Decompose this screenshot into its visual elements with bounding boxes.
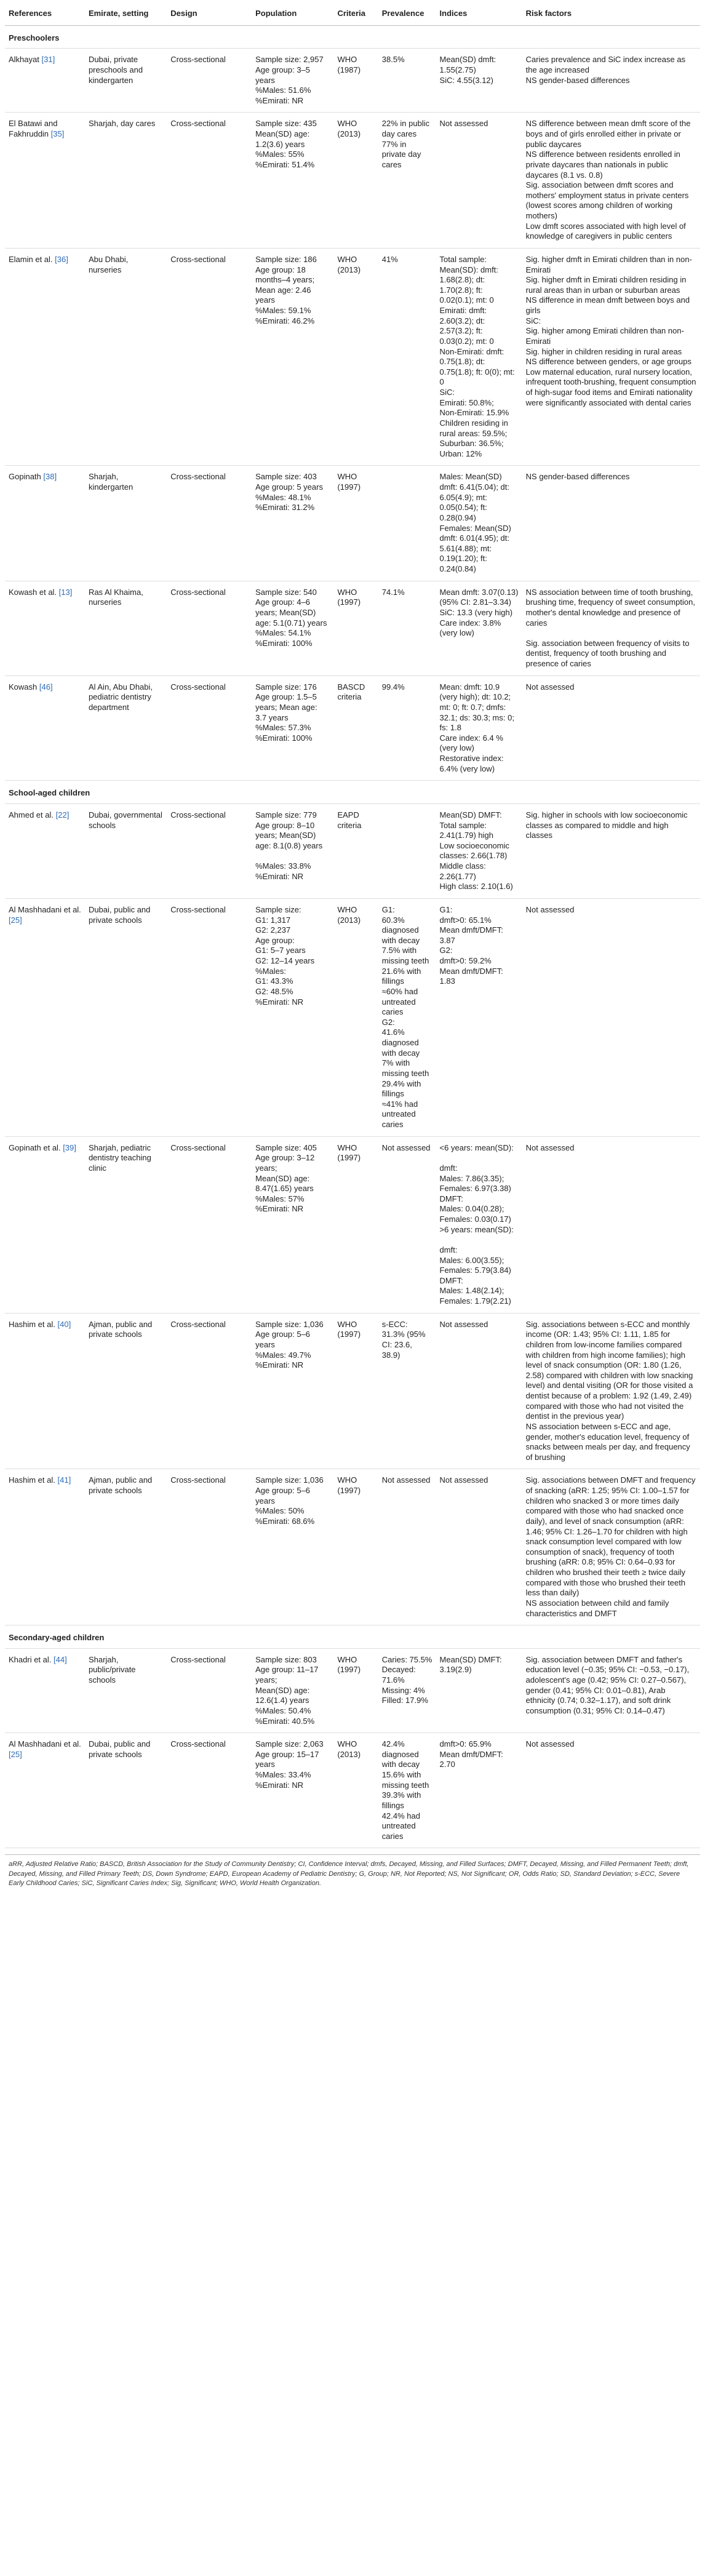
cell-risk-factors: Sig. higher dmft in Emirati children than in non-Emirati Sig. higher dmft in Emirati children residing in rural areas than in urban or suburban areas NS difference in mean dmft between boys and girls SiC: Sig. higher among Emirati children than non-Emirati Sig. higher in children residing in rural areas NS difference between genders, or age groups Low maternal education, rural nursery location, infrequent tooth-brushing, frequent consumption of high-sugar food items and Emirati nationality were significantly associated with dental caries [522,248,700,466]
cell-population: Sample size: 2,063 Age group: 15–17 years %Males: 33.4% %Emirati: NR [252,1733,333,1848]
section-row [5,1625,700,1649]
cell-emirate: Sharjah, public/private schools [85,1648,167,1733]
reference-name: Al Mashhadani et al. [9,904,81,914]
reference-citation-link[interactable]: [25] [9,915,22,925]
cell-criteria: WHO (2013) [333,1733,378,1848]
cell-reference [5,1469,85,1625]
cell-criteria: BASCD criteria [333,676,378,781]
cell-risk-factors: Not assessed [522,1136,700,1313]
cell-prevalence [378,804,436,898]
table-header-row [5,4,700,25]
cell-population: Sample size: 803 Age group: 11–17 years; Mean(SD) age: 12.6(1.4) years %Males: 50.4% %Emirati: 40.5% [252,1648,333,1733]
cell-reference [5,113,85,249]
cell-emirate: Ajman, public and private schools [85,1313,167,1469]
cell-criteria: WHO (2013) [333,113,378,249]
reference-citation-link[interactable]: [40] [57,1319,71,1329]
cell-risk-factors: Sig. association between DMFT and father's education level (−0.35; 95% CI: −0.53, −0.17), adolescent's age (0.42; 95% CI: 0.27–0.567), gender (0.41; 95% CI: 0.01–0.81), Arab ethnicity (0.74; 0.32–1.17), and soft drink consumption (0.31; 95% CI: 0.14–0.47) [522,1648,700,1733]
cell-design: Cross-sectional [167,1648,252,1733]
cell-reference [5,1648,85,1733]
table-row [5,1313,700,1469]
cell-reference [5,898,85,1136]
cell-criteria: EAPD criteria [333,804,378,898]
reference-citation-link[interactable]: [25] [9,1749,22,1759]
reference-name: Kowash et al. [9,587,57,597]
cell-prevalence: Not assessed [378,1469,436,1625]
cell-reference [5,676,85,781]
cell-risk-factors: Caries prevalence and SiC index increase as the age increased NS gender-based differences [522,49,700,113]
cell-population: Sample size: 2,957 Age group: 3–5 years %Males: 51.6% %Emirati: NR [252,49,333,113]
caries-studies-table [5,4,700,1848]
cell-population: Sample size: 1,036 Age group: 5–6 years %Males: 50% %Emirati: 68.6% [252,1469,333,1625]
cell-prevalence: 99.4% [378,676,436,781]
table-row [5,1733,700,1848]
table-row [5,804,700,898]
cell-indices: Mean(SD) DMFT: Total sample: 2.41(1.79) high Low socioeconomic classes: 2.66(1.78) Middle class: 2.26(1.77) High class: 2.10(1.6) [436,804,522,898]
reference-citation-link[interactable]: [38] [43,472,57,482]
table-row [5,1136,700,1313]
cell-emirate: Abu Dhabi, nurseries [85,248,167,466]
cell-criteria: WHO (2013) [333,898,378,1136]
cell-population: Sample size: 405 Age group: 3–12 years; Mean(SD) age: 8.47(1.65) years %Males: 57% %Emirati: NR [252,1136,333,1313]
cell-reference [5,1313,85,1469]
cell-prevalence: 22% in public day cares 77% in private day cares [378,113,436,249]
cell-risk-factors: Not assessed [522,898,700,1136]
cell-criteria: WHO (1997) [333,1313,378,1469]
cell-indices: dmft>0: 65.9% Mean dmft/DMFT: 2.70 [436,1733,522,1848]
reference-name: Khadri et al. [9,1654,52,1664]
table-row [5,581,700,676]
cell-criteria: WHO (1997) [333,1648,378,1733]
reference-citation-link[interactable]: [46] [39,682,53,692]
cell-prevalence: 38.5% [378,49,436,113]
cell-emirate: Al Ain, Abu Dhabi, pediatric dentistry department [85,676,167,781]
cell-design: Cross-sectional [167,1733,252,1848]
cell-prevalence: Not assessed [378,1136,436,1313]
cell-criteria: WHO (2013) [333,248,378,466]
cell-emirate: Dubai, governmental schools [85,804,167,898]
table-row [5,113,700,249]
section-row [5,781,700,804]
cell-design: Cross-sectional [167,1136,252,1313]
cell-population: Sample size: 435 Mean(SD) age: 1.2(3.6) years %Males: 55% %Emirati: 51.4% [252,113,333,249]
reference-name: Gopinath et al. [9,1142,61,1152]
cell-design: Cross-sectional [167,466,252,581]
cell-indices: Not assessed [436,1313,522,1469]
header-references: References [5,4,85,25]
cell-indices: Mean(SD) DMFT: 3.19(2.9) [436,1648,522,1733]
header-emirate: Emirate, setting [85,4,167,25]
cell-prevalence: 74.1% [378,581,436,676]
cell-reference [5,804,85,898]
cell-design: Cross-sectional [167,804,252,898]
reference-name: Ahmed et al. [9,810,54,819]
cell-design: Cross-sectional [167,581,252,676]
table-row [5,248,700,466]
header-design: Design [167,4,252,25]
cell-emirate: Sharjah, pediatric dentistry teaching clinic [85,1136,167,1313]
table-row [5,49,700,113]
cell-criteria: WHO (1987) [333,49,378,113]
cell-emirate: Dubai, private preschools and kindergarten [85,49,167,113]
reference-name: Elamin et al. [9,254,53,264]
cell-risk-factors: Sig. associations between s-ECC and monthly income (OR: 1.43; 95% CI: 1.11, 1.85 for children from low-income families compared with children from high income families); high level of snack consumption (OR: 1.80 (1.26, 2.58) compared with children with low snacking level) and dental visiting (OR for those visited a dentist because of a problem: 1.92 (1.49, 2.49) compared with those who had not visited the dentist in the previous year) NS association between s-ECC and age, gender, mother's education level, frequency of snacks between meals per day, and frequency of brushing [522,1313,700,1469]
cell-criteria: WHO (1997) [333,581,378,676]
cell-prevalence: G1: 60.3% diagnosed with decay 7.5% with missing teeth 21.6% with fillings ≈60% had untreated caries G2: 41.6% diagnosed with decay 7% with missing teeth 29.4% with fillings ≈41% had untreated caries [378,898,436,1136]
cell-indices: Mean(SD) dmft: 1.55(2.75) SiC: 4.55(3.12) [436,49,522,113]
cell-prevalence: s-ECC: 31.3% (95% CI: 23.6, 38.9) [378,1313,436,1469]
cell-indices: Not assessed [436,113,522,249]
table-footnote: aRR, Adjusted Relative Ratio; BASCD, British Association for the Study of Community Dentistry; CI, Confidence Interval; dmfs, Decayed, Missing, and Filled Surfaces; DMFT, Decayed, Missing, and Filled Permanent Teeth; dmft, Decayed, Missing, and Filled Primary Teeth; DS, Down Syndrome; EAPD, European Academy of Pediatric Dentistry; G, Group; NR, Not Reported; NS, Not Significant; OR, Odds Ratio; SD, Standard Deviation; s-ECC, Severe Early Childhood Caries; SiC, Significant Caries Index; Sig, Significant; WHO, World Health Organization. [5,1854,700,1888]
cell-indices: Males: Mean(SD) dmft: 6.41(5.04); dt: 6.05(4.9); mt: 0.05(0.54); ft: 0.28(0.94) Females: Mean(SD) dmft: 6.01(4.95); dt: 5.61(4.88); mt: 0.19(1.20); ft: 0.24(0.84) [436,466,522,581]
reference-citation-link[interactable]: [35] [50,129,65,138]
cell-design: Cross-sectional [167,248,252,466]
cell-population: Sample size: 403 Age group: 5 years %Males: 48.1% %Emirati: 31.2% [252,466,333,581]
cell-design: Cross-sectional [167,1469,252,1625]
cell-risk-factors: Sig. associations between DMFT and frequency of snacking (aRR: 1.25; 95% CI: 1.00–1.57 for children who snacked 3 or more times daily compared with those who had snacked once daily), and level of snack consumption (aRR: 1.46; 95% CI: 1.26–1.70 for children with high snack consumption level compared with low consumption of snack), frequency of tooth brushing (aRR: 0.8; 95% CI: 0.64–0.93 for children who brushed their teeth ≥ twice daily compared with those who brushed their teeth less than daily) NS association between child and family characteristics and DMFT [522,1469,700,1625]
reference-name: Gopinath [9,472,41,482]
cell-reference [5,1136,85,1313]
cell-reference [5,581,85,676]
reference-name: Hashim et al. [9,1475,55,1485]
cell-population: Sample size: G1: 1,317 G2: 2,237 Age group: G1: 5–7 years G2: 12–14 years %Males: G1: 43.3% G2: 48.5% %Emirati: NR [252,898,333,1136]
cell-design: Cross-sectional [167,898,252,1136]
cell-reference [5,1733,85,1848]
cell-risk-factors: Not assessed [522,1733,700,1848]
cell-indices: Not assessed [436,1469,522,1625]
header-prevalence: Prevalence [378,4,436,25]
reference-citation-link[interactable]: [44] [54,1654,67,1664]
reference-citation-link[interactable]: [36] [55,254,68,264]
cell-indices: <6 years: mean(SD): dmft: Males: 7.86(3.35); Females: 6.97(3.38) DMFT: Males: 0.04(0.28); Females: 0.03(0.17) >6 years: mean(SD): dmft: Males: 6.00(3.55); Females: 5.79(3.84) DMFT: Males: 1.48(2.14); Females: 1.79(2.21) [436,1136,522,1313]
cell-indices: Mean dmft: 3.07(0.13) (95% CI: 2.81–3.34) SiC: 13.3 (very high) Care index: 3.8% (very low) [436,581,522,676]
reference-name: Al Mashhadani et al. [9,1739,81,1749]
cell-risk-factors: NS gender-based differences [522,466,700,581]
reference-name: Kowash [9,682,38,692]
reference-name: Alkhayat [9,55,39,65]
cell-population: Sample size: 540 Age group: 4–6 years; Mean(SD) age: 5.1(0.71) years %Males: 54.1% %Emirati: 100% [252,581,333,676]
header-risk-factors: Risk factors [522,4,700,25]
cell-prevalence [378,466,436,581]
cell-population: Sample size: 779 Age group: 8–10 years; Mean(SD) age: 8.1(0.8) years %Males: 33.8% %Emirati: NR [252,804,333,898]
cell-population: Sample size: 1,036 Age group: 5–6 years %Males: 49.7% %Emirati: NR [252,1313,333,1469]
section-title: School-aged children [5,781,700,804]
cell-criteria: WHO (1997) [333,1136,378,1313]
cell-criteria: WHO (1997) [333,1469,378,1625]
cell-population: Sample size: 186 Age group: 18 months–4 years; Mean age: 2.46 years %Males: 59.1% %Emirati: 46.2% [252,248,333,466]
reference-name: Hashim et al. [9,1319,55,1329]
cell-emirate: Sharjah, kindergarten [85,466,167,581]
reference-name: El Batawi and Fakhruddin [9,119,58,138]
reference-citation-link[interactable]: [39] [63,1142,76,1152]
cell-prevalence: Caries: 75.5% Decayed: 71.6% Missing: 4% Filled: 17.9% [378,1648,436,1733]
cell-indices: Total sample: Mean(SD): dmft: 1.68(2.8); dt: 1.70(2.8); ft: 0.02(0.1); mt: 0 Emirati: dmft: 2.60(3.2); dt: 2.57(3.2); ft: 0.03(0.2); mt: 0 Non-Emirati: dmft: 0.75(1.8); dt: 0.75(1.8); ft: 0(0); mt: 0 SiC: Emirati: 50.8%; Non-Emirati: 15.9% Children residing in rural areas: 59.5%; Suburban: 36.5%; Urban: 12% [436,248,522,466]
cell-reference [5,466,85,581]
cell-design: Cross-sectional [167,113,252,249]
cell-design: Cross-sectional [167,49,252,113]
reference-citation-link[interactable]: [13] [58,587,73,597]
header-population: Population [252,4,333,25]
table-body [5,25,700,1848]
cell-population: Sample size: 176 Age group: 1.5–5 years; Mean age: 3.7 years %Males: 57.3% %Emirati: 100% [252,676,333,781]
cell-emirate: Ras Al Khaima, nurseries [85,581,167,676]
cell-emirate: Ajman, public and private schools [85,1469,167,1625]
cell-risk-factors: NS difference between mean dmft score of the boys and of girls enrolled either in private or public daycares NS difference between residents enrolled in private daycares than nationals in public daycares (8.1 vs. 0.8) Sig. association between dmft scores and mothers' employment status in private centers (lowest scores among children of working mothers) Low dmft scores associated with high level of knowledge of caregivers in public centers [522,113,700,249]
cell-reference [5,49,85,113]
table-row [5,676,700,781]
cell-risk-factors: Not assessed [522,676,700,781]
header-criteria: Criteria [333,4,378,25]
table-row [5,1648,700,1733]
cell-risk-factors: NS association between time of tooth brushing, brushing time, frequency of sweet consumption, mother's dental knowledge and presence of caries Sig. association between frequency of visits to dentist, frequency of tooth brushing and presence of caries [522,581,700,676]
cell-indices: Mean: dmft: 10.9 (very high); dt: 10.2; mt: 0; ft: 0.7; dmfs: 32.1; ds: 30.3; ms: 0; fs: 1.8 Care index: 6.4 % (very low) Restorative index: 6.4% (very low) [436,676,522,781]
cell-indices: G1: dmft>0: 65.1% Mean dmft/DMFT: 3.87 G2: dmft>0: 59.2% Mean dmft/DMFT: 1.83 [436,898,522,1136]
reference-citation-link[interactable]: [31] [41,55,55,65]
reference-citation-link[interactable]: [41] [57,1475,71,1485]
cell-risk-factors: Sig. higher in schools with low socioeconomic classes as compared to middle and high classes [522,804,700,898]
reference-citation-link[interactable]: [22] [55,810,70,819]
table-row [5,898,700,1136]
cell-prevalence: 42.4% diagnosed with decay 15.6% with missing teeth 39.3% with fillings 42.4% had untreated caries [378,1733,436,1848]
section-row [5,25,700,49]
table-row [5,466,700,581]
table-row [5,1469,700,1625]
cell-emirate: Sharjah, day cares [85,113,167,249]
cell-design: Cross-sectional [167,1313,252,1469]
section-title: Preschoolers [5,25,700,49]
cell-design: Cross-sectional [167,676,252,781]
cell-reference [5,248,85,466]
cell-emirate: Dubai, public and private schools [85,898,167,1136]
header-indices: Indices [436,4,522,25]
cell-emirate: Dubai, public and private schools [85,1733,167,1848]
cell-prevalence: 41% [378,248,436,466]
section-title: Secondary-aged children [5,1625,700,1649]
cell-criteria: WHO (1997) [333,466,378,581]
